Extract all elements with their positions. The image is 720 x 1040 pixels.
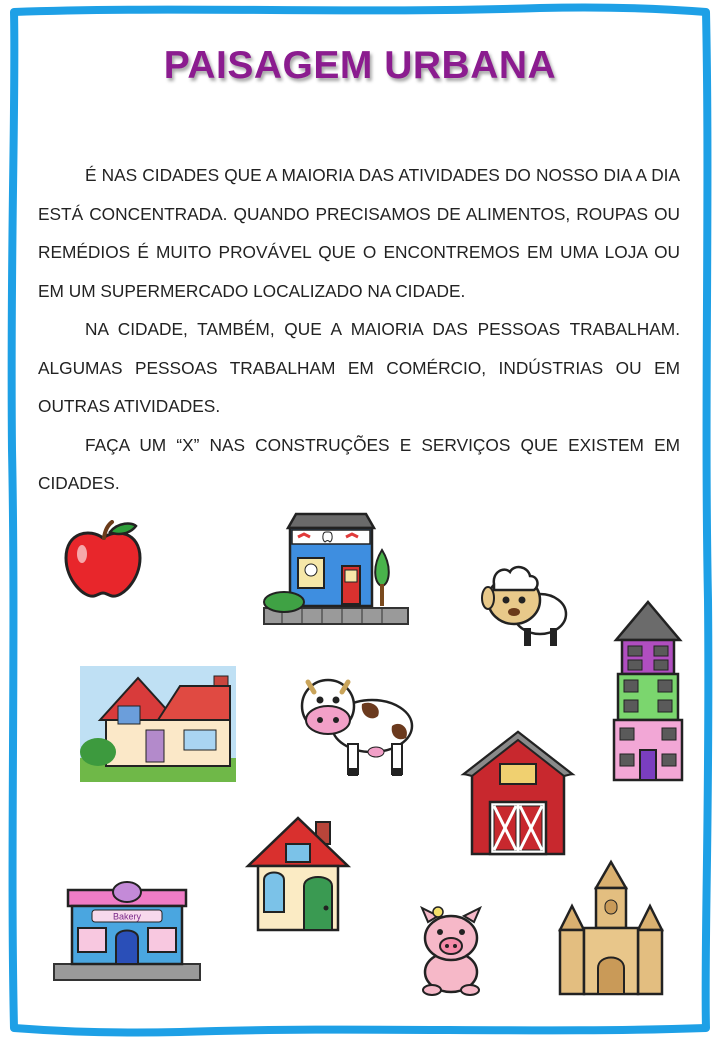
sheep-icon[interactable]	[480, 562, 572, 652]
small-house-icon[interactable]	[244, 816, 352, 934]
house-icon[interactable]	[80, 666, 236, 782]
bakery-sign: Bakery	[112, 911, 142, 922]
cow-icon[interactable]	[296, 670, 416, 782]
apple-icon[interactable]	[60, 520, 146, 600]
pig-icon[interactable]	[410, 906, 492, 998]
paragraph-1: É NAS CIDADES QUE A MAIORIA DAS ATIVIDADES DO NOSSO DIA A DIA ESTÁ CONCENTRADA. QUANDO PRECISAMOS DE ALIMENTOS, ROUPAS OU REMÉDIOS É MUITO PROVÁVEL QUE O ENCONTREMOS EM UMA LOJA OU EM UM SUPERMERCADO LOCALIZADO NA CIDADE.	[38, 165, 680, 301]
paragraph-2: NA CIDADE, TAMBÉM, QUE A MAIORIA DAS PESSOAS TRABALHAM. ALGUMAS PESSOAS TRABALHAM EM COMÉRCIO, INDÚSTRIAS OU EM OUTRAS ATIVIDADES.	[38, 319, 680, 416]
text-body	[38, 156, 680, 503]
paragraph-3: FAÇA UM “X” NAS CONSTRUÇÕES E SERVIÇOS QUE EXISTEM EM CIDADES.	[38, 434, 680, 493]
sandcastle-icon[interactable]	[554, 858, 668, 998]
page-title: PAISAGEM URBANA	[163, 44, 557, 87]
dentist-shop-icon[interactable]	[262, 510, 410, 628]
barn-icon[interactable]	[460, 728, 576, 858]
apartment-building-icon[interactable]	[610, 600, 686, 784]
bakery-icon[interactable]	[52, 880, 202, 984]
